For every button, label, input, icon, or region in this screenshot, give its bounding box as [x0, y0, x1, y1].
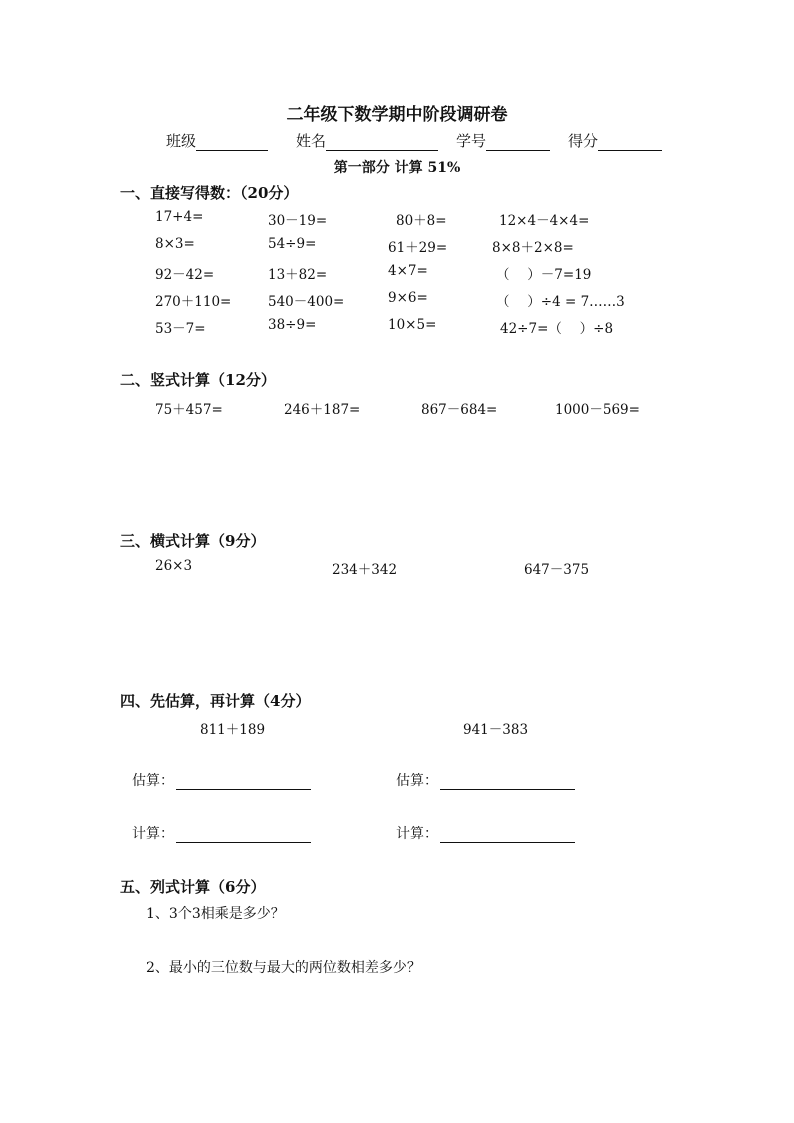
calc-field-1[interactable] — [132, 823, 311, 843]
calc-field-2[interactable] — [396, 823, 575, 843]
problem: 246＋187= — [284, 402, 361, 418]
score-field[interactable] — [568, 130, 662, 151]
section-2-heading: 二、竖式计算（12分） — [120, 371, 276, 389]
word-problem-2: 2、最小的三位数与最大的两位数相差多少？ — [146, 960, 421, 976]
problem: 42÷7=（ ）÷8 — [500, 321, 614, 337]
word-problem-1: 1、3个3相乘是多少？ — [146, 906, 285, 922]
problem: 8×3= — [155, 236, 195, 252]
calc-label: 计算： — [396, 826, 438, 842]
problem: 941－383 — [463, 722, 529, 738]
problem: 12×4－4×4= — [499, 213, 590, 229]
estimate-blank[interactable] — [176, 774, 311, 790]
estimate-label: 估算： — [132, 773, 174, 789]
problem: 54÷9= — [268, 236, 317, 252]
part-title: 第一部分 计算 51% — [333, 160, 461, 176]
problem: 9×6= — [388, 290, 428, 306]
calc-blank[interactable] — [440, 827, 575, 843]
problem: 53－7= — [155, 321, 206, 337]
problem: 92－42= — [155, 267, 215, 283]
name-field[interactable] — [296, 130, 438, 151]
class-field[interactable] — [166, 130, 268, 151]
score-blank[interactable] — [598, 134, 662, 151]
student-id-label: 学号 — [456, 132, 487, 150]
problem: 647－375 — [524, 562, 590, 578]
section-4-heading: 四、先估算，再计算（4分） — [120, 692, 311, 710]
estimate-field-1[interactable] — [132, 770, 311, 790]
student-id-blank[interactable] — [486, 134, 550, 151]
name-blank[interactable] — [326, 134, 438, 151]
problem: （ ）÷4 = 7……3 — [496, 294, 625, 310]
problem: 234＋342 — [332, 562, 398, 578]
problem: 867－684= — [421, 402, 498, 418]
section-1-heading: 一、直接写得数：（20分） — [120, 184, 299, 202]
problem: 30－19= — [268, 213, 328, 229]
problem: 61＋29= — [388, 240, 448, 256]
problem: 75＋457= — [155, 402, 223, 418]
estimate-field-2[interactable] — [396, 770, 575, 790]
problem: 17+4= — [155, 209, 204, 225]
problem: 811＋189 — [200, 722, 266, 738]
problem: 8×8＋2×8= — [492, 240, 574, 256]
section-3-heading: 三、横式计算（9分） — [120, 532, 266, 550]
problem: 13＋82= — [268, 267, 328, 283]
class-label: 班级 — [166, 132, 197, 150]
estimate-blank[interactable] — [440, 774, 575, 790]
page-title: 二年级下数学期中阶段调研卷 — [286, 105, 508, 125]
problem: 270＋110= — [155, 294, 232, 310]
problem: 540－400= — [268, 294, 345, 310]
problem: 80＋8= — [396, 213, 447, 229]
problem: （ ）－7=19 — [496, 267, 592, 283]
problem: 10×5= — [388, 317, 437, 333]
student-id-field[interactable] — [456, 130, 550, 151]
estimate-label: 估算： — [396, 773, 438, 789]
name-label: 姓名 — [296, 132, 327, 150]
problem: 1000－569= — [555, 402, 640, 418]
problem: 4×7= — [388, 263, 428, 279]
calc-label: 计算： — [132, 826, 174, 842]
class-blank[interactable] — [196, 134, 268, 151]
problem: 38÷9= — [268, 317, 317, 333]
calc-blank[interactable] — [176, 827, 311, 843]
problem: 26×3 — [155, 558, 193, 574]
score-label: 得分 — [568, 132, 599, 150]
section-5-heading: 五、列式计算（6分） — [120, 878, 266, 896]
